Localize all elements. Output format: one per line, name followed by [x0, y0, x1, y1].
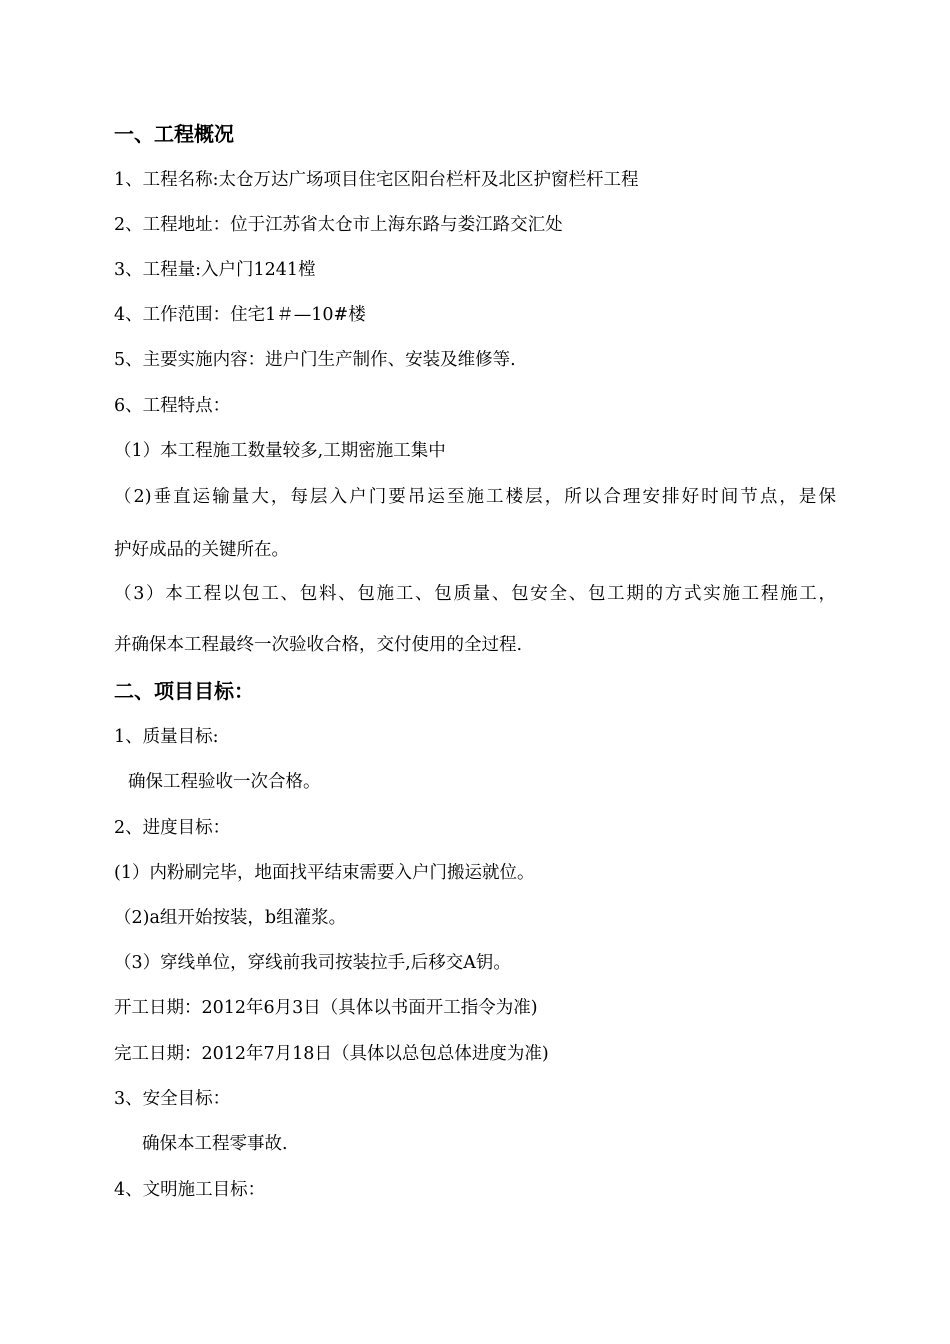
feature-item-2: （2)垂直运输量大，每层入户门要吊运至施工楼层，所以合理安排好时间节点，是保 [114, 487, 836, 507]
section-heading-goals: 二、项目目标： [114, 679, 254, 703]
start-date: 开工日期：2012年6月3日（具体以书面开工指令为准) [114, 998, 538, 1018]
progress-goal-label: 2、进度目标： [114, 818, 231, 838]
project-quantity: 3、工程量:入户门1241樘 [114, 260, 316, 280]
safety-goal-text: 确保本工程零事故. [142, 1134, 288, 1154]
progress-item-3: （3）穿线单位，穿线前我司按装拉手,后移交A钥。 [114, 953, 511, 973]
work-scope: 4、工作范围：住宅1＃—10#楼 [114, 305, 366, 325]
project-name: 1、工程名称:太仓万达广场项目住宅区阳台栏杆及北区护窗栏杆工程 [114, 170, 639, 190]
civil-construction-goal-label: 4、文明施工目标： [114, 1180, 266, 1200]
feature-item-3: （3）本工程以包工、包料、包施工、包质量、包安全、包工期的方式实施工程施工， [114, 584, 836, 604]
project-features-label: 6、工程特点： [114, 396, 231, 416]
safety-goal-label: 3、安全目标： [114, 1089, 231, 1109]
progress-item-1: (1）内粉刷完毕，地面找平结束需要入户门搬运就位。 [114, 863, 535, 883]
project-address: 2、工程地址：位于江苏省太仓市上海东路与娄江路交汇处 [114, 215, 563, 235]
quality-goal-label: 1、质量目标: [114, 727, 219, 747]
feature-item-3-cont: 并确保本工程最终一次验收合格，交付使用的全过程. [114, 635, 523, 655]
feature-item-1: （1）本工程施工数量较多,工期密施工集中 [114, 441, 446, 461]
progress-item-2: （2)a组开始按装，b组灌浆。 [114, 908, 347, 928]
end-date: 完工日期：2012年7月18日（具体以总包总体进度为准) [114, 1044, 549, 1064]
main-content: 5、主要实施内容：进户门生产制作、安装及维修等. [114, 350, 516, 370]
section-heading-overview: 一、工程概况 [114, 122, 234, 146]
feature-item-2-cont: 护好成品的关键所在。 [114, 540, 289, 560]
quality-goal-text: 确保工程验收一次合格。 [128, 772, 321, 792]
